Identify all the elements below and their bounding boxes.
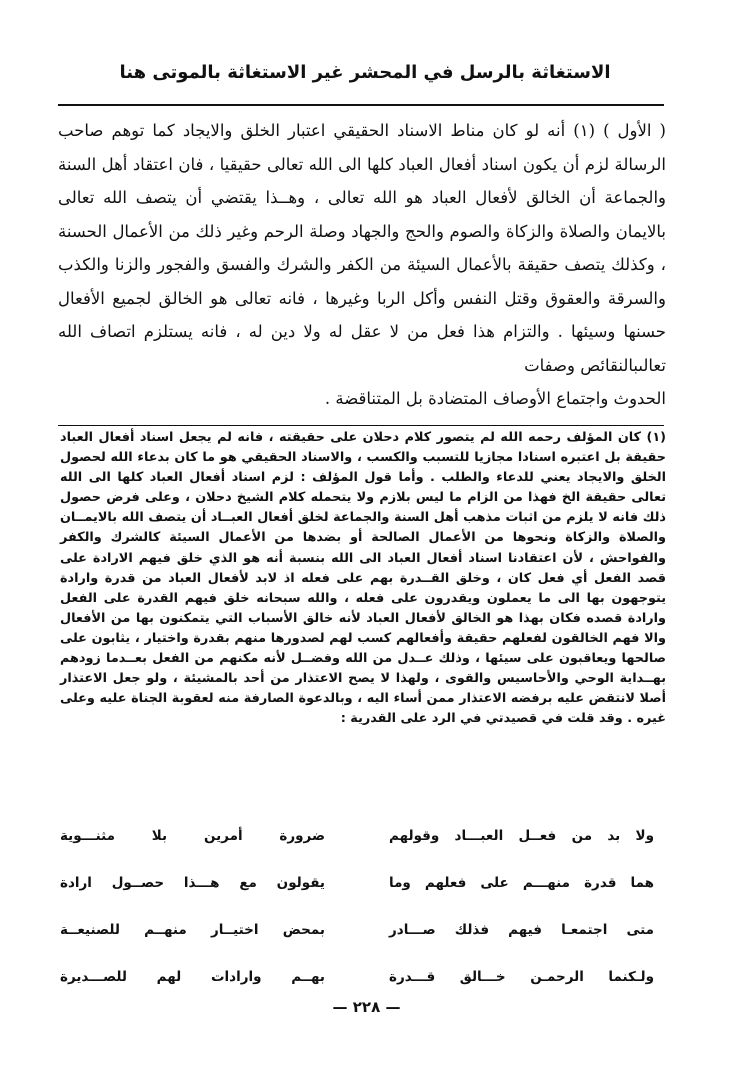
verse-second-hemistich: بمحض اختيــار منهــم للصنيعــة [60,921,325,938]
footnote [60,428,666,729]
main-paragraph-1: ( الأول ) (١) أنه لو كان مناط الاسناد الحقيقي اعتبار الخلق والايجاد كما توهم صاحب الرسالة لزم أن يكون اسناد أفعال العباد كلها الى الله تعالى حقيقيا ، فان اعتقاد أهل السنة والجماعة أن الخالق لأفعال العباد هو الله تعالى ، وهــذا يقتضي أن يتصف الله تعالى بالايمان والصلاة والزكاة والصوم والحج والجهاد وصلة الرحم وغير ذلك من الأعمال الحسنة ، وكذلك يتصف حقيقة بالأعمال السيئة من الكفر والشرك والفسق والفجور والزنا والكذب والسرقة والعقوق وقتل النفس وأكل الربا وغيرها ، فانه تعالى هو الخالق لجميع الأفعال حسنها وسيئها . والتزام هذا فعل من لا عقل له ولا دين له ، فانه يستلزم اتصاف الله تعالىبالنقائص وصفات [58,121,666,375]
verse-first-hemistich: ولا بد من فعــل العبـــاد وقولهم [389,827,654,844]
verse-second-hemistich: يقولون مع هـــذا حصــول ارادة [60,874,325,891]
verse-second-hemistich: ضرورة أمرين بلا مثنـــوية [60,827,325,844]
footnote-text: (١) كان المؤلف رحمه الله لم يتصور كلام دحلان على حقيقته ، فانه لم يجعل اسناد أفعال العباد حقيقة بل اعتبره اسنادا مجازيا للتسبب والكسب ، والاسناد الحقيقي هو ما كان بدعاء الله لحصول الخلق والايجاد يعني للدعاء والطلب . وأما قول المؤلف : لزم اسناد أفعال العباد كلها الى الله تعالى حقيقة الخ فهذا من الزام ما ليس بلازم ولا يتحمله كلام الشيخ دحلان ، وعلى فرض حصول ذلك فانه لا يلزم من اثبات مذهب أهل السنة والجماعة لخلق أفعال العبــاد أن يتصف الله بالايمــان والصلاة والزكاة ونحوها من الأعمال الصالحة أو بضدها من الأعمال السيئة كالشرك والكفر والفواحش ، لأن اعتقادنا اسناد أفعال العباد الى الله بنسبة أنه هو الذي خلق فيهم الارادة على قصد الفعل أي فعل كان ، وخلق القــدرة بهم على فعله اذ لابد لأفعال العباد من قدرة وارادة يتوجهون بها الى ما يعملون ويقدرون على فعله ، والله سبحانه خلق فيهم القدرة على الفعل وارادة قصده فكان بهذا هو الخالق لأفعال العباد لأنه خالق الأسباب التي يتمكنون بها من الأفعال والا فهم الخالقون لفعلهم حقيقة وأفعالهم كسب لهم لصدورها منهم بقدرة واختيار ، يثابون على صالحها ويعاقبون على سيئها ، وذلك عــدل من الله وفضــل لأنه مكنهم من الفعل بعــدما زودهم بهــداية الوحي والأحاسيس والقوى ، ولهذا لا يصح الاعتذار من أحد بالمشيئة ، ولو جعل الاعتذار أصلا لانتقض عليه برفضه الاعتذار ممن أساء اليه ، وبالدعوة الصارفة منه لعقوبة الجناة عليه وعلى غيره . وقد قلت في قصيدتي في الرد على القدرية : [60,430,666,727]
verse-first-hemistich: متى اجتمعـا فيهم فذلك صـــادر [389,921,654,938]
running-header: الاستغاثة بالرسل في المحشر غير الاستغاثة بالموتى هنا [119,62,611,83]
verse-second-hemistich: بهــم وارادات لهم للصـــديرة [60,968,325,985]
poem-verse [60,812,666,859]
main-paragraph-2: الحدوث واجتماع الأوصاف المتضادة بل المتناقضة . [324,389,666,408]
header-rule [58,104,664,106]
page-number: — ٢٢٨ — [332,998,401,1016]
footnote-rule [58,425,664,426]
verse-first-hemistich: ولـكنما الرحمـن خـــالق قـــدرة [389,968,654,985]
poem-verse [60,859,666,906]
main-text [58,114,666,416]
poem-verse [60,906,666,953]
poem [60,812,666,1000]
verse-first-hemistich: هما قدرة منهـــم على فعلهم وما [389,874,654,891]
poem-verse [60,953,666,1000]
